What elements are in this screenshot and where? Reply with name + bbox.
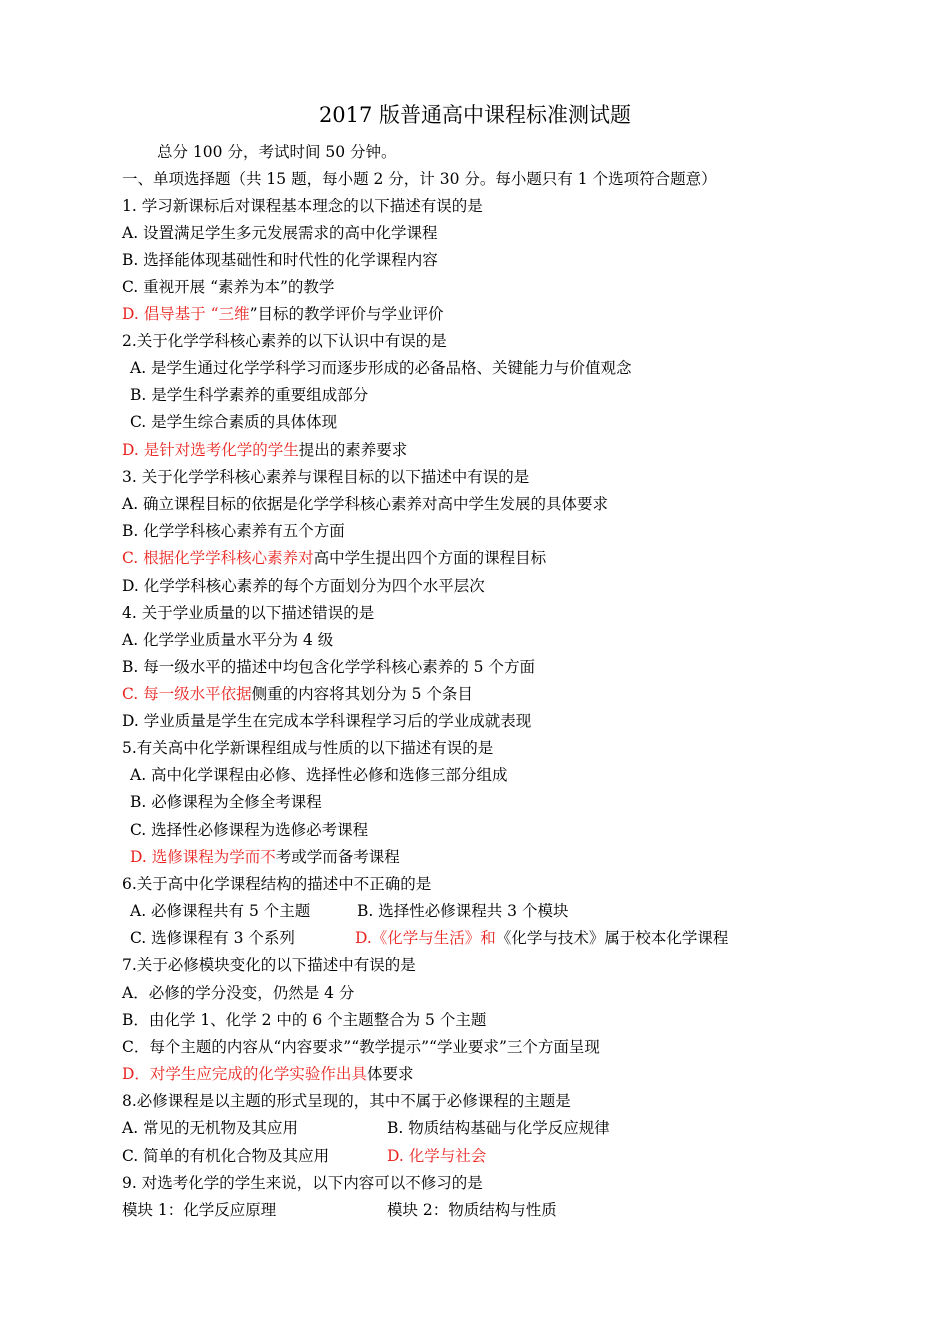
question-3-stem: 3. 关于化学学科核心素养与课程目标的以下描述中有误的是 xyxy=(122,468,530,486)
question-7-stem: 7.关于必修模块变化的以下描述中有误的是 xyxy=(122,956,416,974)
question-5-option-c: C. 选择性必修课程为选修必考课程 xyxy=(130,821,369,839)
question-2-option-a: A. 是学生通过化学学科学习而逐步形成的必备品格、关键能力与价值观念 xyxy=(130,359,632,377)
question-5-option-d xyxy=(130,846,400,868)
question-2-option-c: C. 是学生综合素质的具体体现 xyxy=(130,413,338,431)
question-8-option-a: A. 常见的无机物及其应用 xyxy=(122,1119,299,1137)
question-3-option-c xyxy=(122,547,546,569)
question-5-stem: 5.有关高中化学新课程组成与性质的以下描述有误的是 xyxy=(122,739,494,757)
answer-highlight: D. 倡导基于 “三维 xyxy=(122,305,250,323)
option-text: 体要求 xyxy=(366,1065,414,1083)
answer-highlight: C. 每一级水平依据 xyxy=(122,685,252,703)
option-text: 高中学生提出四个方面的课程目标 xyxy=(313,549,547,567)
exam-intro: 总分 100 分，考试时间 50 分钟。 xyxy=(157,143,397,161)
question-9-module-2: 模块 2：物质结构与性质 xyxy=(387,1201,557,1219)
section-heading: 一、单项选择题（共 15 题，每小题 2 分，计 30 分。每小题只有 1 个选项符合题意） xyxy=(122,170,717,188)
question-5-option-b: B. 必修课程为全修全考课程 xyxy=(130,793,322,811)
question-9-stem: 9. 对选考化学的学生来说，以下内容可以不修习的是 xyxy=(122,1174,483,1192)
question-7-option-d xyxy=(122,1063,413,1085)
question-4-option-d: D. 学业质量是学生在完成本学科课程学习后的学业成就表现 xyxy=(122,712,532,730)
question-6-option-a: A. 必修课程共有 5 个主题 xyxy=(130,902,311,920)
question-9-module-1: 模块 1：化学反应原理 xyxy=(122,1201,277,1219)
question-4-option-a: A. 化学学业质量水平分为 4 级 xyxy=(122,631,334,649)
question-4-option-c xyxy=(122,683,473,705)
question-7-option-c: C．每个主题的内容从“内容要求”“教学提示”“学业要求”三个方面呈现 xyxy=(122,1038,600,1056)
question-1-option-a: A. 设置满足学生多元发展需求的高中化学课程 xyxy=(122,224,438,242)
question-6-option-d xyxy=(355,927,728,949)
question-2-option-b: B. 是学生科学素养的重要组成部分 xyxy=(130,386,369,404)
document-title: 2017 版普通高中课程标准测试题 xyxy=(318,103,632,127)
option-text: 考或学而备考课程 xyxy=(275,848,400,866)
option-text: 提出的素养要求 xyxy=(298,441,408,459)
option-text: 《化学与技术》属于校本化学课程 xyxy=(495,929,729,947)
question-6-option-c: C. 选修课程有 3 个系列 xyxy=(130,929,295,947)
question-7-option-b: B．由化学 1、化学 2 中的 6 个主题整合为 5 个主题 xyxy=(122,1011,487,1029)
question-4-option-b: B. 每一级水平的描述中均包含化学学科核心素养的 5 个方面 xyxy=(122,658,535,676)
question-8-stem: 8.必修课程是以主题的形式呈现的，其中不属于必修课程的主题是 xyxy=(122,1092,571,1110)
question-1-option-b: B. 选择能体现基础性和时代性的化学课程内容 xyxy=(122,251,438,269)
answer-highlight: C. 根据化学学科核心素养对 xyxy=(122,549,314,567)
question-1-option-d xyxy=(122,303,444,325)
answer-highlight: D.《化学与生活》和 xyxy=(355,929,496,947)
question-6-option-b: B. 选择性必修课程共 3 个模块 xyxy=(357,902,569,920)
question-8-option-b: B. 物质结构基础与化学反应规律 xyxy=(387,1119,610,1137)
answer-highlight: D. 选修课程为学而不 xyxy=(130,848,276,866)
question-2-stem: 2.关于化学学科核心素养的以下认识中有误的是 xyxy=(122,332,447,350)
option-text: 侧重的内容将其划分为 5 个条目 xyxy=(251,685,473,703)
question-8-option-c: C. 简单的有机化合物及其应用 xyxy=(122,1147,330,1165)
question-1-stem: 1. 学习新课标后对课程基本理念的以下描述有误的是 xyxy=(122,197,483,215)
answer-highlight: D．对学生应完成的化学实验作出具 xyxy=(122,1065,367,1083)
question-2-option-d xyxy=(122,439,407,461)
question-4-stem: 4. 关于学业质量的以下描述错误的是 xyxy=(122,604,375,622)
question-3-option-d: D. 化学学科核心素养的每个方面划分为四个水平层次 xyxy=(122,577,485,595)
question-7-option-a: A．必修的学分没变，仍然是 4 分 xyxy=(122,984,355,1002)
question-1-option-c: C. 重视开展 “素养为本”的教学 xyxy=(122,278,335,296)
option-text: ”目标的教学评价与学业评价 xyxy=(249,305,444,323)
answer-highlight: D. 是针对选考化学的学生 xyxy=(122,441,299,459)
question-8-option-d: D. 化学与社会 xyxy=(387,1147,487,1165)
question-3-option-a: A. 确立课程目标的依据是化学学科核心素养对高中学生发展的具体要求 xyxy=(122,495,609,513)
question-6-stem: 6.关于高中化学课程结构的描述中不正确的是 xyxy=(122,875,432,893)
question-3-option-b: B. 化学学科核心素养有五个方面 xyxy=(122,522,345,540)
question-5-option-a: A. 高中化学课程由必修、选择性必修和选修三部分组成 xyxy=(130,766,508,784)
